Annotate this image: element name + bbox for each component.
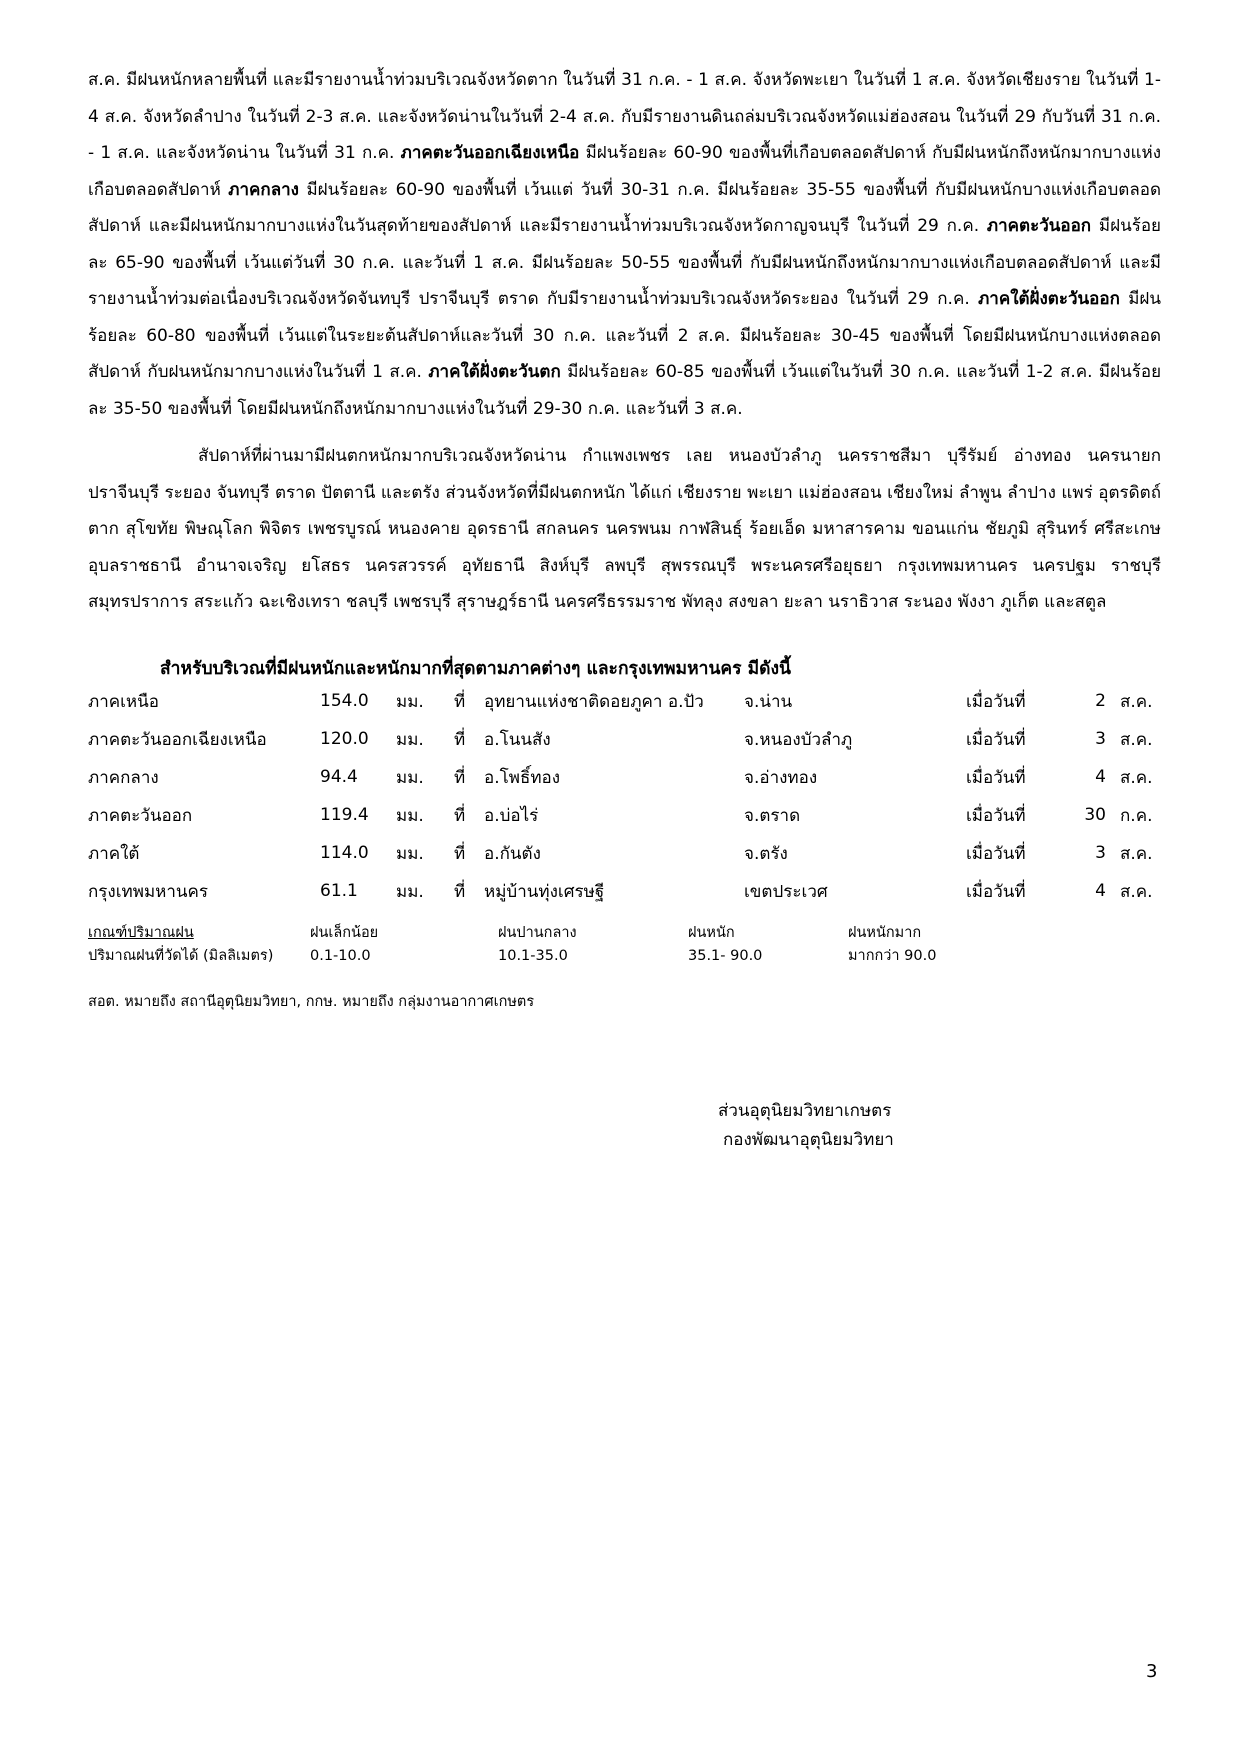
region-cell: ภาคตะวันออก xyxy=(88,805,193,826)
rainfall-amount-cell: 154.0 xyxy=(320,691,369,711)
province-cell: จ.ตราด xyxy=(744,805,801,826)
table-row xyxy=(88,834,1160,872)
at-cell: ที่ xyxy=(454,843,466,864)
abbreviations-note: สอต. หมายถึง สถานีอุตุนิยมวิทยา, กกษ. หมายถึง กลุ่มงานอากาศเกษตร xyxy=(88,994,535,1010)
station-cell: อ.กันตัง xyxy=(484,843,541,864)
month-cell: ส.ค. xyxy=(1120,843,1153,864)
criteria-label: เกณฑ์ปริมาณฝน xyxy=(88,925,194,941)
region-cell: ภาคกลาง xyxy=(88,767,159,788)
unit-cell: มม. xyxy=(396,843,424,864)
weather-summary-paragraph xyxy=(88,62,1161,427)
month-cell: ส.ค. xyxy=(1120,729,1153,750)
province-cell: จ.น่าน xyxy=(744,691,793,712)
signature-line-1: ส่วนอุตุนิยมวิทยาเกษตร xyxy=(718,1101,892,1121)
heavy-rain-provinces-text: สัปดาห์ที่ผ่านมามีฝนตกหนักมากบริเวณจังหวัดน่าน กำแพงเพชร เลย หนองบัวลำภู นครราชสีมา บุรีรัมย์ อ่างทอง นครนายก ปราจีนบุรี ระยอง จันทบุรี ตราด ปัตตานี และตรัง ส่วนจังหวัดที่มีฝนตกหนัก ได้แก่ เชียงราย พะเยา แม่ฮ่องสอน เชียงใหม่ ลำพูน ลำปาง แพร่ อุตรดิตถ์ ตาก สุโขทัย พิษณุโลก พิจิตร เพชรบูรณ์ หนองคาย อุดรธานี สกลนคร นครพนม กาฬสินธุ์ ร้อยเอ็ด มหาสารคาม ขอนแก่น ชัยภูมิ สุรินทร์ ศรีสะเกษ อุบลราชธานี อำนาจเจริญ ยโสธร นครสวรรค์ อุทัยธานี สิงห์บุรี ลพบุรี สุพรรณบุรี พระนครศรีอยุธยา กรุงเทพมหานคร นครปฐม ราชบุรี สมุทรปราการ สระแก้ว ฉะเชิงเทรา ชลบุรี เพชรบุรี สุราษฎร์ธานี นครศรีธรรมราช พัทลุง สงขลา ยะลา นราธิวาส ระนอง พังงา ภูเก็ต และสตูล xyxy=(88,446,1161,612)
criteria-range-light: 0.1-10.0 xyxy=(310,948,371,964)
month-cell: ก.ค. xyxy=(1120,805,1153,826)
summary-text-northeast: มีฝนร้อยละ 60-90 ของพื้นที่เกือบตลอดสัปดาห์ กับมีฝนหนักถึงหนักมากบางแห่งเกือบตลอดสัปดาห์ xyxy=(88,143,1161,200)
summary-text-east: มีฝนร้อยละ 65-90 ของพื้นที่ เว้นแต่วันที่ 30 ก.ค. และวันที่ 1 ส.ค. มีฝนร้อยละ 50-55 ของพื้นที่ กับมีฝนหนักถึงหนักมากบางแห่งเกือบตลอดสัปดาห์ และมีรายงานน้ำท่วมต่อเนื่องบริเวณจังหวัดจันทบุรี ปราจีนบุรี ตราด กับมีรายงานน้ำท่วมบริเวณจังหวัดระยอง ในวันที่ 29 ก.ค. xyxy=(88,216,1162,309)
station-cell: หมู่บ้านทุ่งเศรษฐี xyxy=(484,881,605,902)
date-label-cell: เมื่อวันที่ xyxy=(966,805,1026,826)
criteria-range-moderate: 10.1-35.0 xyxy=(498,948,568,964)
region-cell: ภาคเหนือ xyxy=(88,691,159,712)
province-cell: จ.หนองบัวลำภู xyxy=(744,729,853,750)
unit-cell: มม. xyxy=(396,729,424,750)
region-heading-central: ภาคกลาง xyxy=(228,179,299,200)
at-cell: ที่ xyxy=(454,729,466,750)
province-cell: จ.อ่างทอง xyxy=(744,767,818,788)
month-cell: ส.ค. xyxy=(1120,691,1153,712)
at-cell: ที่ xyxy=(454,881,466,902)
day-cell: 4 xyxy=(1095,881,1106,901)
table-row xyxy=(88,796,1160,834)
region-cell: ภาคตะวันออกเฉียงเหนือ xyxy=(88,729,267,750)
month-cell: ส.ค. xyxy=(1120,767,1153,788)
table-row xyxy=(88,872,1160,910)
date-label-cell: เมื่อวันที่ xyxy=(966,843,1026,864)
summary-text-south-east: มีฝนร้อยละ 60-80 ของพื้นที่ เว้นแต่ในระยะต้นสัปดาห์และวันที่ 30 ก.ค. และวันที่ 2 ส.ค. มีฝนร้อยละ 30-45 ของพื้นที่ โดยมีฝนหนักบางแห่งตลอดสัปดาห์ กับฝนหนักมากบางแห่งในวันที่ 1 ส.ค. xyxy=(88,289,1161,382)
region-cell: ภาคใต้ xyxy=(88,843,140,864)
heavy-rain-provinces-paragraph xyxy=(88,438,1161,621)
rainfall-amount-cell: 120.0 xyxy=(320,729,369,749)
rainfall-amount-cell: 94.4 xyxy=(320,767,358,787)
rainfall-amount-cell: 114.0 xyxy=(320,843,369,863)
station-cell: อ.โนนสัง xyxy=(484,729,551,750)
region-heading-south-east: ภาคใต้ฝั่งตะวันออก xyxy=(978,289,1120,309)
day-cell: 3 xyxy=(1095,843,1106,863)
table-row xyxy=(88,720,1160,758)
criteria-name-moderate: ฝนปานกลาง xyxy=(498,925,577,941)
criteria-range-very-heavy: มากกว่า 90.0 xyxy=(848,948,937,964)
unit-cell: มม. xyxy=(396,691,424,712)
day-cell: 2 xyxy=(1095,691,1106,711)
summary-text-south-west: มีฝนร้อยละ 60-85 ของพื้นที่ เว้นแต่ในวันที่ 30 ก.ค. และวันที่ 1-2 ส.ค. มีฝนร้อยละ 35-50 ของพื้นที่ โดยมีฝนหนักถึงหนักมากบางแห่งในวันที่ 29-30 ก.ค. และวันที่ 3 ส.ค. xyxy=(88,362,1162,419)
station-cell: อ.โพธิ์ทอง xyxy=(484,767,561,788)
province-cell: เขตประเวศ xyxy=(744,881,828,902)
criteria-measure-label: ปริมาณฝนที่วัดได้ (มิลลิเมตร) xyxy=(88,948,274,964)
table-row xyxy=(88,758,1160,796)
page-number: 3 xyxy=(1146,1661,1158,1682)
at-cell: ที่ xyxy=(454,805,466,826)
province-cell: จ.ตรัง xyxy=(744,843,788,864)
rainfall-amount-cell: 119.4 xyxy=(320,805,369,825)
day-cell: 30 xyxy=(1084,805,1106,825)
signature-block xyxy=(718,1097,894,1155)
summary-text-north: ส.ค. มีฝนหนักหลายพื้นที่ และมีรายงานน้ำท่วมบริเวณจังหวัดตาก ในวันที่ 31 ก.ค. - 1 ส.ค. จังหวัดพะเยา ในวันที่ 1 ส.ค. จังหวัดเชียงราย ในวันที่ 1-4 ส.ค. จังหวัดลำปาง ในวันที่ 2-3 ส.ค. และจังหวัดน่านในวันที่ 2-4 ส.ค. กับมีรายงานดินถล่มบริเวณจังหวัดแม่ฮ่องสอน ในวันที่ 29 กับวันที่ 31 ก.ค. - 1 ส.ค. และจังหวัดน่าน ในวันที่ 31 ก.ค. xyxy=(88,70,1161,163)
signature-line-2: กองพัฒนาอุตุนิยมวิทยา xyxy=(723,1130,894,1150)
criteria-range-heavy: 35.1- 90.0 xyxy=(688,948,763,964)
date-label-cell: เมื่อวันที่ xyxy=(966,881,1026,902)
date-label-cell: เมื่อวันที่ xyxy=(966,691,1026,712)
summary-text-central: มีฝนร้อยละ 60-90 ของพื้นที่ เว้นแต่ วันที่ 30-31 ก.ค. มีฝนร้อยละ 35-55 ของพื้นที่ กับมีฝนหนักบางแห่งเกือบตลอดสัปดาห์ และมีฝนหนักมากบางแห่งในวันสุดท้ายของสัปดาห์ และมีรายงานน้ำท่วมบริเวณจังหวัดกาญจนบุรี ในวันที่ 29 ก.ค. xyxy=(88,179,1161,236)
region-heading-northeast: ภาคตะวันออกเฉียงเหนือ xyxy=(400,143,580,163)
rainfall-amount-cell: 61.1 xyxy=(320,881,358,901)
region-cell: กรุงเทพมหานคร xyxy=(88,881,209,902)
criteria-name-very-heavy: ฝนหนักมาก xyxy=(848,925,922,941)
month-cell: ส.ค. xyxy=(1120,881,1153,902)
unit-cell: มม. xyxy=(396,881,424,902)
station-cell: อ.บ่อไร่ xyxy=(484,805,539,826)
at-cell: ที่ xyxy=(454,691,466,712)
date-label-cell: เมื่อวันที่ xyxy=(966,729,1026,750)
criteria-name-heavy: ฝนหนัก xyxy=(688,925,735,941)
unit-cell: มม. xyxy=(396,767,424,788)
date-label-cell: เมื่อวันที่ xyxy=(966,767,1026,788)
day-cell: 3 xyxy=(1095,729,1106,749)
day-cell: 4 xyxy=(1095,767,1106,787)
at-cell: ที่ xyxy=(454,767,466,788)
table-row xyxy=(88,682,1160,720)
max-rainfall-table xyxy=(88,682,1160,910)
station-cell: อุทยานแห่งชาติดอยภูคา อ.ปัว xyxy=(484,691,704,712)
region-heading-south-west: ภาคใต้ฝั่งตะวันตก xyxy=(428,362,561,382)
criteria-name-light: ฝนเล็กน้อย xyxy=(310,925,379,941)
region-heading-east: ภาคตะวันออก xyxy=(986,216,1092,236)
table-title: สำหรับบริเวณที่มีฝนหนักและหนักมากที่สุดตามภาคต่างๆ และกรุงเทพมหานคร มีดังนี้ xyxy=(160,659,792,679)
unit-cell: มม. xyxy=(396,805,424,826)
